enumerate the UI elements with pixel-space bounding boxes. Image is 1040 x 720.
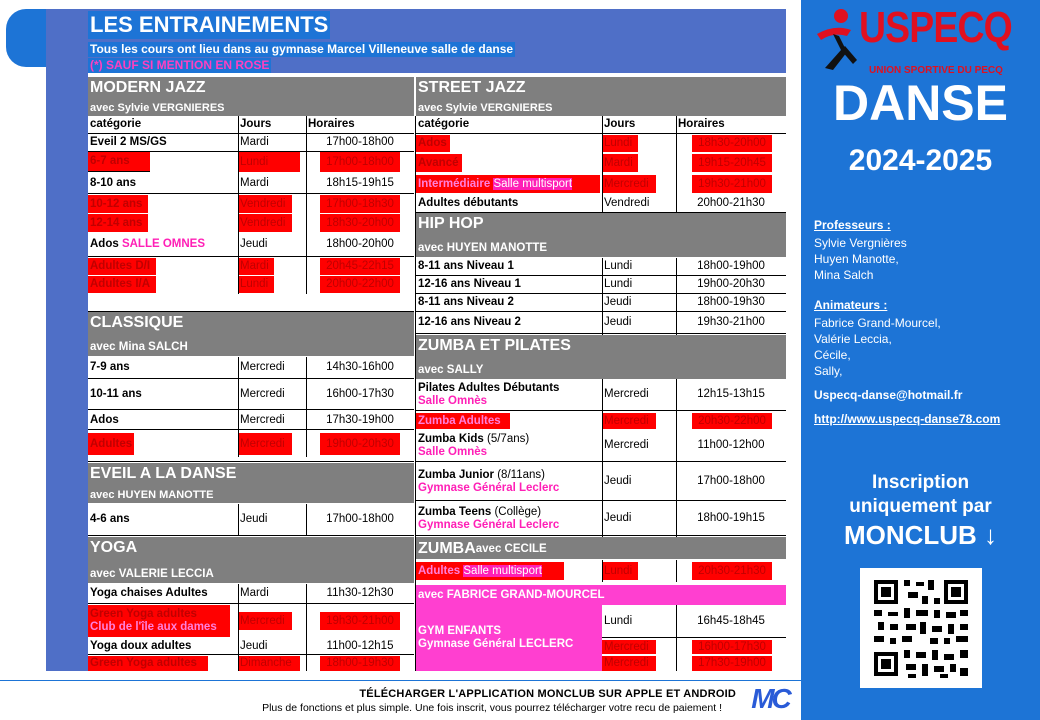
website-link[interactable]: http://www.uspecq-danse78.com	[814, 412, 1001, 426]
location-note: Salle Omnès	[418, 394, 488, 407]
section-title-eveil: EVEIL A LA DANSE	[88, 463, 414, 485]
col-header-categorie: catégorie	[416, 116, 602, 134]
col-header-horaires: Horaires	[676, 116, 786, 134]
section-teacher-modern-jazz: avec Sylvie VERGNIERES	[88, 98, 414, 116]
table-cell-categorie: Yoga chaises Adultes	[88, 584, 238, 604]
table-cell-categorie: 12-16 ans Niveau 1	[416, 276, 602, 294]
table-cell-horaires: 11h00-12h00	[676, 430, 786, 462]
table-cell-jours: Mardi	[602, 154, 638, 172]
column-divider	[306, 504, 307, 536]
table-cell-categorie: Zumba Junior (8/11ans) Gymnase Général Leclerc	[416, 463, 602, 501]
table-cell-horaires: 19h30-21h00	[320, 612, 400, 630]
column-divider	[238, 116, 239, 294]
table-cell-horaires: 17h30-19h00	[692, 656, 772, 671]
table-cell-horaires: 16h00-17h30	[692, 640, 772, 654]
col-header-horaires: Horaires	[306, 116, 414, 134]
col-header-categorie: catégorie	[88, 116, 238, 134]
column-divider	[602, 379, 603, 537]
table-cell-horaires: 19h30-21h00	[692, 175, 772, 193]
table-cell-jours: Jeudi	[602, 502, 676, 536]
table-cell-jours: Lundi	[602, 258, 676, 276]
section-teacher-street-jazz: avec Sylvie VERGNIERES	[416, 98, 786, 116]
table-cell-horaires: 11h30-12h30	[306, 584, 414, 604]
table-cell-jours: Mercredi	[238, 612, 292, 630]
table-cell-jours: Mercredi	[602, 379, 676, 411]
table-cell-categorie: Green Yoga adultes	[88, 656, 208, 671]
row-divider	[88, 457, 414, 462]
table-cell-horaires: 17h30-19h00	[306, 411, 414, 430]
table-cell-horaires: 20h00-22h00	[320, 276, 400, 293]
table-cell-horaires: 19h00-20h30	[676, 276, 786, 294]
table-cell-horaires: 17h00-18h00	[320, 152, 400, 172]
section-title-zumba-pilates: ZUMBA ET PILATES	[416, 335, 786, 357]
animateurs-list	[814, 315, 941, 379]
anim-name: Sally,	[814, 364, 843, 378]
table-cell-jours: Mercredi	[238, 433, 292, 455]
table-cell-horaires: 17h00-18h30	[320, 195, 400, 213]
table-cell-horaires: 18h30-20h00	[692, 135, 772, 152]
section-teacher-gym: avec FABRICE GRAND-MOURCEL	[416, 585, 786, 605]
section-teacher-zumba-pilates: avec SALLY	[416, 357, 786, 379]
table-cell-categorie: Green Yoga adultes Club de l'île aux dames	[88, 605, 230, 637]
table-cell-jours: Jeudi	[238, 638, 306, 655]
table-cell-horaires: 18h00-19h15	[676, 502, 786, 536]
table-cell-jours: Mardi	[238, 173, 306, 194]
brand-name: USPECQ	[859, 3, 1012, 52]
table-cell-categorie: 8-10 ans	[88, 173, 238, 194]
footer-rule	[0, 680, 801, 681]
table-cell-jours: Dimanche	[238, 656, 300, 671]
table-cell-jours: Mercredi	[238, 357, 306, 379]
table-cell-jours: Mercredi	[238, 380, 306, 410]
anim-name: Cécile,	[814, 348, 851, 362]
col-header-jours: Jours	[602, 116, 676, 134]
season-label: 2024-2025	[848, 144, 993, 177]
table-cell-horaires: 14h30-16h00	[306, 357, 414, 379]
page-note: (*) SAUF SI MENTION EN ROSE	[90, 58, 270, 72]
table-cell-jours: Mardi	[238, 258, 274, 275]
table-cell-categorie: Zumba Adultes	[416, 413, 510, 429]
brand-subtitle: UNION SPORTIVE DU PECQ	[869, 65, 1003, 76]
table-cell-categorie: GYM ENFANTS Gymnase Général LECLERC	[416, 605, 602, 671]
anim-name: Valérie Leccia,	[814, 332, 892, 346]
table-cell-horaires: 18h00-19h00	[676, 258, 786, 276]
inscription-line1: Inscription	[871, 472, 970, 493]
table-cell-jours: Lundi	[238, 276, 274, 293]
column-divider	[238, 584, 239, 671]
danse-title: DANSE	[832, 75, 1009, 131]
table-cell-categorie: Adultes Salle multisport	[416, 562, 564, 580]
runner-logo-icon	[811, 6, 859, 84]
location-note: SALLE OMNES	[121, 238, 206, 251]
column-divider	[676, 560, 677, 582]
table-cell-horaires: 16h45-18h45	[676, 605, 786, 638]
table-cell-horaires: 18h00-19h30	[676, 294, 786, 312]
column-divider	[306, 584, 307, 671]
table-cell-categorie: Eveil 2 MS/GS	[88, 134, 238, 152]
table-cell-categorie: 12-16 ans Niveau 2	[416, 312, 602, 334]
table-cell-jours: Vendredi	[238, 214, 292, 232]
table-cell-categorie: Adultes I/A	[88, 276, 156, 293]
table-cell-jours: Jeudi	[238, 233, 306, 257]
table-cell-jours: Mercredi	[602, 413, 656, 429]
column-divider	[602, 258, 603, 335]
table-cell-categorie: 10-11 ans	[88, 380, 238, 410]
table-cell-horaires: 16h00-17h30	[306, 380, 414, 410]
table-cell-horaires: 20h30-22h00	[692, 413, 772, 429]
table-cell-horaires: 18h00-19h30	[320, 656, 400, 671]
col-header-jours: Jours	[238, 116, 306, 134]
location-note: Salle multisport	[493, 177, 573, 190]
inscription-line2: uniquement par	[849, 496, 992, 517]
table-cell-horaires: 18h15-19h15	[306, 173, 414, 194]
table-cell-horaires: 20h45-22h15	[320, 258, 400, 275]
column-divider	[602, 116, 603, 213]
page-subtitle: Tous les cours ont lieu dans au gymnase Marcel Villeneuve salle de danse	[90, 42, 514, 56]
table-cell-jours: Jeudi	[602, 312, 676, 334]
column-divider	[676, 258, 677, 335]
qr-code-icon	[860, 568, 982, 688]
table-cell-jours: Mardi	[238, 134, 306, 152]
table-cell-categorie: Zumba Kids (5/7ans) Salle Omnès	[416, 430, 602, 462]
section-title-hip-hop: HIP HOP	[416, 213, 786, 235]
table-cell-categorie: 7-9 ans	[88, 357, 238, 379]
professeurs-heading: Professeurs :	[814, 218, 891, 232]
page-title: LES ENTRAINEMENTS	[90, 12, 329, 37]
column-divider	[676, 116, 677, 213]
location-note: Gymnase Général Leclerc	[418, 481, 560, 494]
column-divider	[676, 379, 677, 537]
table-cell-jours: Vendredi	[238, 195, 292, 213]
table-cell-horaires: 17h00-18h00	[306, 134, 414, 152]
table-cell-categorie: 10-12 ans	[88, 195, 148, 213]
table-cell-jours: Lundi	[602, 605, 676, 638]
table-cell-jours: Lundi	[602, 135, 638, 152]
prof-name: Mina Salch	[814, 268, 874, 282]
table-cell-categorie: 6-7 ans	[88, 152, 150, 172]
column-divider	[238, 357, 239, 457]
table-cell-categorie: Ados SALLE OMNES	[88, 233, 238, 257]
table-cell-horaires: 18h00-20h00	[306, 233, 414, 257]
table-cell-jours: Mercredi	[602, 656, 656, 671]
footer-line1: TÉLÉCHARGER L'APPLICATION MONCLUB SUR APPLE ET ANDROID	[359, 688, 736, 700]
prof-name: Sylvie Vergnières	[814, 236, 907, 250]
table-cell-horaires: 18h30-20h00	[320, 214, 400, 232]
section-teacher-classique: avec Mina SALCH	[88, 336, 414, 356]
table-cell-jours: Jeudi	[602, 294, 676, 312]
table-cell-categorie: Pilates Adultes Débutants Salle Omnès	[416, 379, 602, 411]
section-title-classique: CLASSIQUE	[88, 312, 414, 336]
column-divider	[306, 116, 307, 294]
location-note: Club de l'île aux dames	[90, 621, 217, 633]
table-cell-horaires: 19h15-20h45	[692, 154, 772, 172]
table-cell-jours: Mardi	[238, 584, 306, 604]
table-cell-jours: Jeudi	[238, 504, 306, 536]
location-note: Salle multisport	[463, 564, 542, 577]
table-cell-jours: Lundi	[602, 276, 676, 294]
column-divider	[306, 357, 307, 457]
empty-row	[88, 294, 414, 312]
table-cell-jours: Mercredi	[602, 640, 656, 654]
table-cell-jours: Mercredi	[602, 175, 656, 193]
section-title-zumba-cecile: ZUMBA avec CECILE	[416, 537, 786, 559]
table-cell-categorie: Ados	[416, 135, 450, 152]
table-cell-jours: Mercredi	[602, 430, 676, 462]
table-cell-categorie: Adultes D/I	[88, 258, 156, 275]
table-cell-categorie: 12-14 ans	[88, 214, 148, 232]
prof-name: Huyen Manotte,	[814, 252, 899, 266]
table-cell-horaires: 20h00-21h30	[676, 194, 786, 213]
table-cell-categorie: 8-11 ans Niveau 2	[416, 294, 602, 312]
table-cell-categorie: 4-6 ans	[88, 504, 238, 536]
table-cell-horaires: 19h00-20h30	[320, 433, 400, 455]
table-cell-categorie: Intermédiaire Salle multisport	[416, 175, 600, 193]
table-cell-horaires: 20h30-21h30	[692, 562, 772, 580]
table-cell-categorie: Adultes	[88, 433, 134, 455]
left-bar-decoration	[46, 9, 88, 671]
table-cell-jours: Mercredi	[238, 411, 306, 430]
animateurs-heading: Animateurs :	[814, 298, 888, 312]
table-cell-horaires: 12h15-13h15	[676, 379, 786, 411]
table-cell-categorie: 8-11 ans Niveau 1	[416, 258, 602, 276]
location-note: Gymnase Général LECLERC	[418, 638, 574, 650]
table-cell-jours: Vendredi	[602, 194, 676, 213]
column-divider	[602, 560, 603, 582]
location-note: Salle Omnès	[418, 445, 488, 458]
table-cell-categorie: Adultes débutants	[416, 194, 602, 213]
qr-code[interactable]	[860, 568, 982, 688]
contact-email[interactable]: Uspecq-danse@hotmail.fr	[814, 388, 963, 402]
column-divider	[415, 116, 416, 671]
column-divider	[238, 504, 239, 536]
table-cell-horaires: 17h00-18h00	[676, 463, 786, 501]
right-info-panel	[801, 0, 1040, 720]
section-teacher-eveil: avec HUYEN MANOTTE	[88, 485, 414, 503]
table-cell-categorie: Yoga doux adultes	[88, 638, 238, 655]
table-cell-horaires: 17h00-18h00	[306, 504, 414, 536]
table-cell-jours: Jeudi	[602, 463, 676, 501]
table-cell-horaires: 11h00-12h15	[306, 638, 414, 655]
table-cell-jours: Lundi	[238, 152, 300, 172]
monclub-logo: MC	[751, 683, 789, 714]
section-teacher-hip-hop: avec HUYEN MANOTTE	[416, 235, 786, 257]
inscription-line3: MONCLUB ↓	[843, 520, 998, 550]
location-note: Gymnase Général Leclerc	[418, 518, 560, 531]
footer-line2: Plus de fonctions et plus simple. Une fois inscrit, vous pourrez télécharger votre recu de paiement !	[262, 702, 722, 714]
table-cell-horaires: 19h30-21h00	[676, 312, 786, 334]
section-title-yoga: YOGA	[88, 537, 414, 559]
table-cell-jours: Lundi	[602, 562, 638, 580]
table-cell-categorie: Ados	[88, 411, 238, 430]
table-cell-categorie: Zumba Teens (Collège) Gymnase Général Leclerc	[416, 502, 602, 536]
section-title-street-jazz: STREET JAZZ	[416, 77, 786, 98]
section-title-modern-jazz: MODERN JAZZ	[88, 77, 414, 98]
professeurs-list	[814, 235, 907, 283]
column-divider	[676, 605, 677, 671]
table-cell-categorie: Avancé	[416, 154, 462, 172]
section-teacher-yoga: avec VALERIE LECCIA	[88, 559, 414, 583]
anim-name: Fabrice Grand-Mourcel,	[814, 316, 941, 330]
